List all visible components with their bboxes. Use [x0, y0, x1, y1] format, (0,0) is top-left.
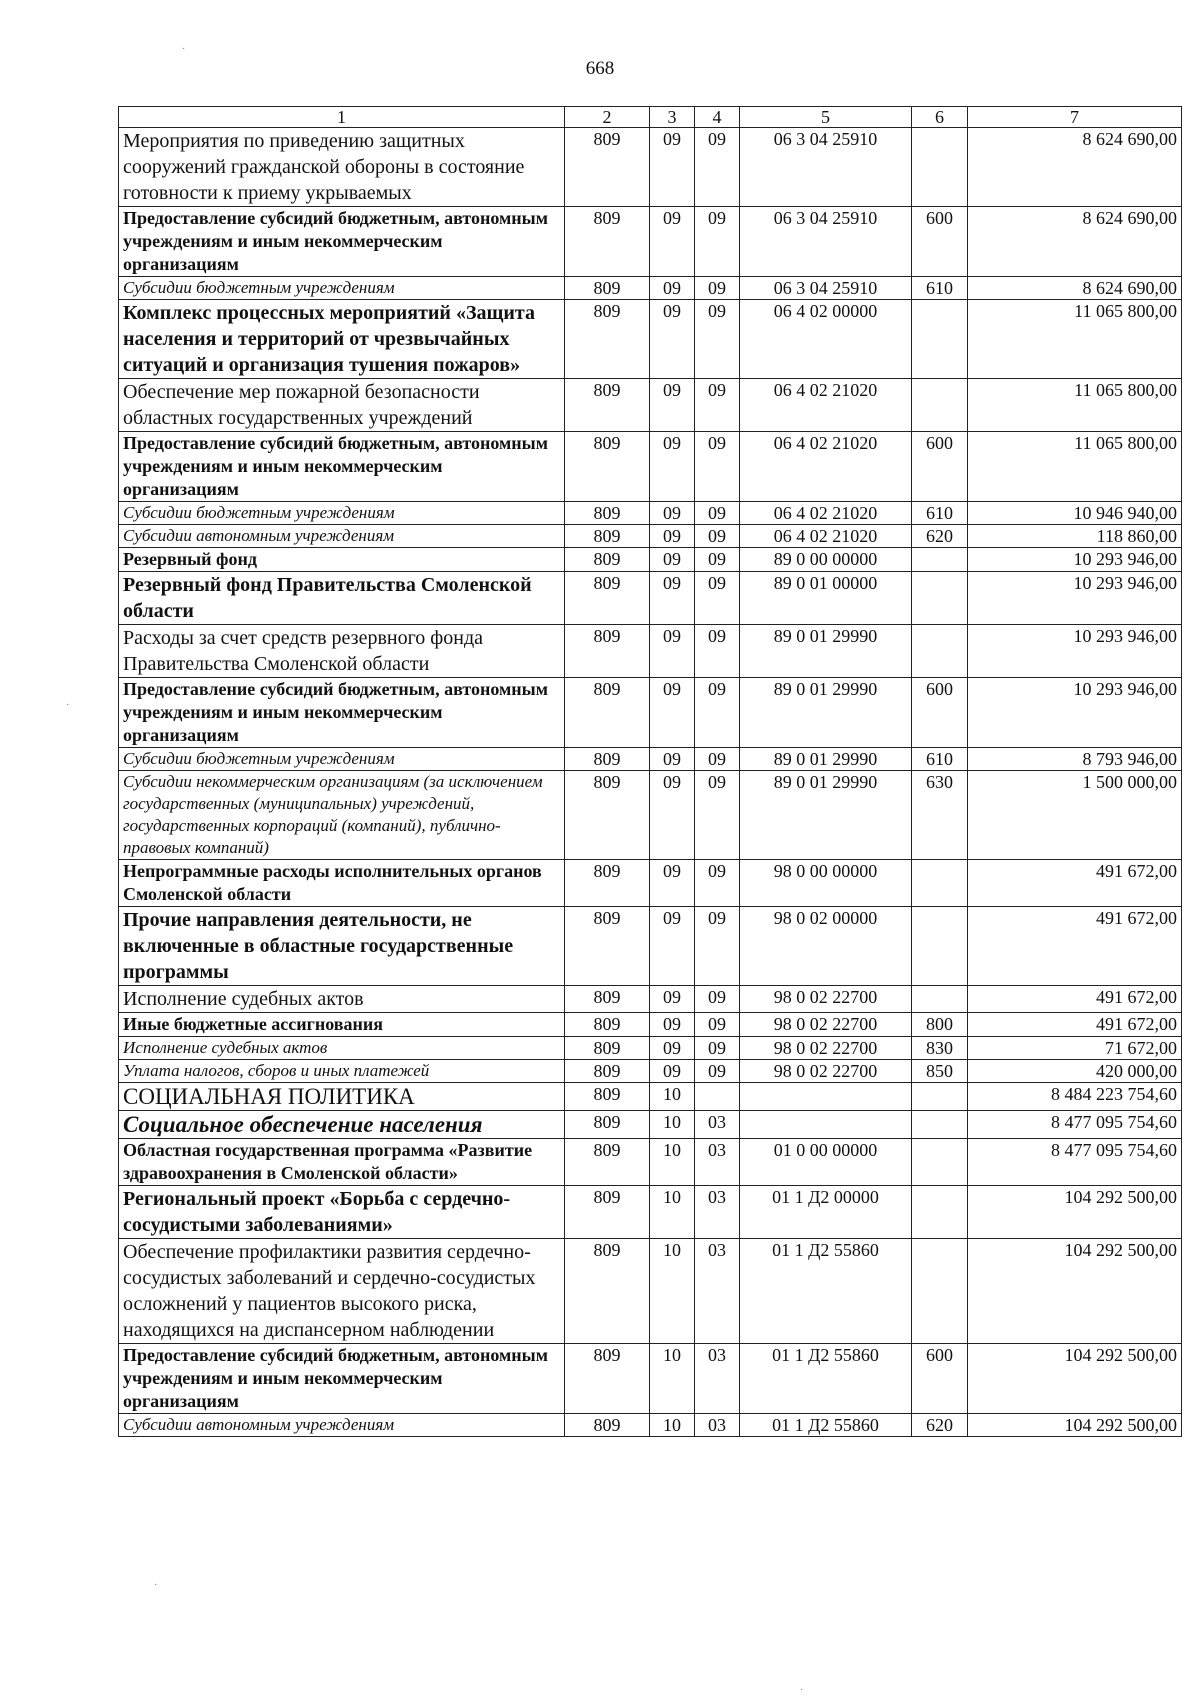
amount-cell: 11 065 800,00 [968, 379, 1182, 432]
target-article-cell: 98 0 00 00000 [740, 860, 912, 907]
expense-type-cell: 630 [912, 771, 968, 860]
expense-type-cell: 600 [912, 678, 968, 748]
expense-type-cell: 610 [912, 277, 968, 300]
table-row [119, 502, 1182, 525]
code-cell: 809 [565, 207, 650, 277]
section-cell: 09 [650, 748, 695, 771]
expense-type-cell: 610 [912, 748, 968, 771]
section-cell: 10 [650, 1186, 695, 1239]
section-cell: 09 [650, 277, 695, 300]
section-cell: 09 [650, 525, 695, 548]
section-cell: 09 [650, 379, 695, 432]
section-cell: 09 [650, 502, 695, 525]
amount-cell: 10 946 940,00 [968, 502, 1182, 525]
table-row [119, 277, 1182, 300]
target-article-cell: 01 1 Д2 55860 [740, 1414, 912, 1437]
target-article-cell: 89 0 01 29990 [740, 678, 912, 748]
name-cell: Предоставление субсидий бюджетным, автономным учреждениям и иным некоммерческим организациям [119, 207, 565, 277]
name-cell: Комплекс процессных мероприятий «Защита населения и территорий от чрезвычайных ситуаций и организация тушения пожаров» [119, 300, 565, 379]
name-cell: Резервный фонд Правительства Смоленской области [119, 572, 565, 625]
code-cell: 809 [565, 432, 650, 502]
header-cell: 6 [912, 107, 968, 128]
expense-type-cell [912, 572, 968, 625]
name-cell: Предоставление субсидий бюджетным, автономным учреждениям и иным некоммерческим организациям [119, 432, 565, 502]
name-cell: Региональный проект «Борьба с сердечно-сосудистыми заболеваниями» [119, 1186, 565, 1239]
table-body [119, 107, 1182, 1437]
code-cell: 809 [565, 860, 650, 907]
subsection-cell: 09 [695, 748, 740, 771]
target-article-cell: 06 4 02 21020 [740, 525, 912, 548]
subsection-cell: 09 [695, 1013, 740, 1037]
name-cell: Резервный фонд [119, 548, 565, 572]
amount-cell: 491 672,00 [968, 986, 1182, 1013]
expense-type-cell [912, 1083, 968, 1111]
amount-cell: 11 065 800,00 [968, 432, 1182, 502]
subsection-cell: 03 [695, 1414, 740, 1437]
scan-speck: · [154, 1580, 158, 1591]
table-row [119, 625, 1182, 678]
header-cell: 4 [695, 107, 740, 128]
expense-type-cell [912, 1111, 968, 1139]
amount-cell: 1 500 000,00 [968, 771, 1182, 860]
code-cell: 809 [565, 1239, 650, 1344]
name-cell: Непрограммные расходы исполнительных органов Смоленской области [119, 860, 565, 907]
target-article-cell: 98 0 02 22700 [740, 1060, 912, 1083]
name-cell: Мероприятия по приведению защитных сооружений гражданской обороны в состояние готовности к приему укрываемых [119, 128, 565, 207]
target-article-cell: 89 0 01 29990 [740, 748, 912, 771]
name-cell: Прочие направления деятельности, не включенные в областные государственные программы [119, 907, 565, 986]
section-cell: 09 [650, 860, 695, 907]
name-cell: Субсидии некоммерческим организациям (за исключением государственных (муниципальных) учреждений, государственных корпораций (компаний), публично-правовых компаний) [119, 771, 565, 860]
subsection-cell [695, 1083, 740, 1111]
subsection-cell: 09 [695, 548, 740, 572]
subsection-cell: 09 [695, 502, 740, 525]
section-cell: 09 [650, 771, 695, 860]
table-row [119, 1111, 1182, 1139]
amount-cell: 10 293 946,00 [968, 678, 1182, 748]
section-cell: 09 [650, 1060, 695, 1083]
header-cell: 1 [119, 107, 565, 128]
table-row [119, 860, 1182, 907]
code-cell: 809 [565, 678, 650, 748]
table-row [119, 207, 1182, 277]
subsection-cell: 09 [695, 986, 740, 1013]
target-article-cell: 98 0 02 00000 [740, 907, 912, 986]
name-cell: Расходы за счет средств резервного фонда Правительства Смоленской области [119, 625, 565, 678]
section-cell: 09 [650, 432, 695, 502]
subsection-cell: 03 [695, 1239, 740, 1344]
subsection-cell: 03 [695, 1344, 740, 1414]
code-cell: 809 [565, 907, 650, 986]
table-row [119, 748, 1182, 771]
amount-cell: 8 484 223 754,60 [968, 1083, 1182, 1111]
amount-cell: 104 292 500,00 [968, 1239, 1182, 1344]
expense-type-cell [912, 625, 968, 678]
subsection-cell: 09 [695, 128, 740, 207]
table-row [119, 907, 1182, 986]
section-cell: 10 [650, 1111, 695, 1139]
target-article-cell: 06 4 02 21020 [740, 502, 912, 525]
table-row [119, 525, 1182, 548]
name-cell: Субсидии бюджетным учреждениям [119, 502, 565, 525]
code-cell: 809 [565, 1186, 650, 1239]
section-cell: 09 [650, 1013, 695, 1037]
code-cell: 809 [565, 771, 650, 860]
amount-cell: 491 672,00 [968, 860, 1182, 907]
expense-type-cell [912, 907, 968, 986]
subsection-cell: 09 [695, 678, 740, 748]
section-cell: 09 [650, 300, 695, 379]
subsection-cell: 09 [695, 525, 740, 548]
target-article-cell: 98 0 02 22700 [740, 986, 912, 1013]
code-cell: 809 [565, 1037, 650, 1060]
header-cell: 3 [650, 107, 695, 128]
code-cell: 809 [565, 1013, 650, 1037]
section-cell: 09 [650, 986, 695, 1013]
amount-cell: 10 293 946,00 [968, 548, 1182, 572]
table-row [119, 1013, 1182, 1037]
table-row [119, 300, 1182, 379]
subsection-cell: 09 [695, 572, 740, 625]
expense-type-cell: 610 [912, 502, 968, 525]
target-article-cell: 89 0 01 00000 [740, 572, 912, 625]
section-cell: 09 [650, 678, 695, 748]
name-cell: Уплата налогов, сборов и иных платежей [119, 1060, 565, 1083]
table-row [119, 128, 1182, 207]
subsection-cell: 09 [695, 907, 740, 986]
scan-speck: · [800, 1685, 804, 1696]
table-row [119, 678, 1182, 748]
header-cell: 7 [968, 107, 1182, 128]
table-row [119, 572, 1182, 625]
target-article-cell: 01 1 Д2 55860 [740, 1239, 912, 1344]
code-cell: 809 [565, 748, 650, 771]
name-cell: Обеспечение мер пожарной безопасности областных государственных учреждений [119, 379, 565, 432]
amount-cell: 10 293 946,00 [968, 572, 1182, 625]
scan-speck: · [66, 700, 70, 711]
expense-type-cell [912, 548, 968, 572]
amount-cell: 104 292 500,00 [968, 1414, 1182, 1437]
subsection-cell: 03 [695, 1186, 740, 1239]
amount-cell: 104 292 500,00 [968, 1186, 1182, 1239]
expense-type-cell [912, 300, 968, 379]
target-article-cell [740, 1111, 912, 1139]
code-cell: 809 [565, 300, 650, 379]
subsection-cell: 09 [695, 860, 740, 907]
name-cell: Социальное обеспечение населения [119, 1111, 565, 1139]
section-cell: 09 [650, 625, 695, 678]
subsection-cell: 09 [695, 1060, 740, 1083]
expense-type-cell [912, 986, 968, 1013]
target-article-cell: 01 0 00 00000 [740, 1139, 912, 1186]
table-row [119, 771, 1182, 860]
header-cell: 2 [565, 107, 650, 128]
target-article-cell: 01 1 Д2 55860 [740, 1344, 912, 1414]
amount-cell: 8 477 095 754,60 [968, 1111, 1182, 1139]
code-cell: 809 [565, 1344, 650, 1414]
target-article-cell: 06 4 02 21020 [740, 379, 912, 432]
code-cell: 809 [565, 1060, 650, 1083]
code-cell: 809 [565, 625, 650, 678]
section-cell: 10 [650, 1344, 695, 1414]
name-cell: Субсидии автономным учреждениям [119, 1414, 565, 1437]
code-cell: 809 [565, 1111, 650, 1139]
table-row [119, 1139, 1182, 1186]
section-cell: 10 [650, 1239, 695, 1344]
expense-type-cell: 850 [912, 1060, 968, 1083]
target-article-cell: 06 4 02 21020 [740, 432, 912, 502]
target-article-cell: 89 0 00 00000 [740, 548, 912, 572]
page-number: 668 [585, 58, 615, 79]
expense-type-cell: 800 [912, 1013, 968, 1037]
amount-cell: 118 860,00 [968, 525, 1182, 548]
section-cell: 10 [650, 1083, 695, 1111]
expense-type-cell [912, 860, 968, 907]
target-article-cell: 89 0 01 29990 [740, 625, 912, 678]
code-cell: 809 [565, 572, 650, 625]
subsection-cell: 09 [695, 379, 740, 432]
name-cell: Исполнение судебных актов [119, 986, 565, 1013]
header-cell: 5 [740, 107, 912, 128]
code-cell: 809 [565, 548, 650, 572]
amount-cell: 8 624 690,00 [968, 277, 1182, 300]
subsection-cell: 03 [695, 1139, 740, 1186]
expense-type-cell: 620 [912, 1414, 968, 1437]
code-cell: 809 [565, 128, 650, 207]
expense-type-cell [912, 1186, 968, 1239]
target-article-cell: 06 3 04 25910 [740, 128, 912, 207]
subsection-cell: 03 [695, 1111, 740, 1139]
name-cell: Исполнение судебных актов [119, 1037, 565, 1060]
table-row [119, 548, 1182, 572]
subsection-cell: 09 [695, 625, 740, 678]
code-cell: 809 [565, 525, 650, 548]
name-cell: Обеспечение профилактики развития сердечно-сосудистых заболеваний и сердечно-сосудистых осложнений у пациентов высокого риска, находящихся на диспансерном наблюдении [119, 1239, 565, 1344]
amount-cell: 420 000,00 [968, 1060, 1182, 1083]
name-cell: СОЦИАЛЬНАЯ ПОЛИТИКА [119, 1083, 565, 1111]
amount-cell: 10 293 946,00 [968, 625, 1182, 678]
section-cell: 10 [650, 1414, 695, 1437]
expense-type-cell: 830 [912, 1037, 968, 1060]
amount-cell: 8 477 095 754,60 [968, 1139, 1182, 1186]
expense-type-cell: 620 [912, 525, 968, 548]
code-cell: 809 [565, 1083, 650, 1111]
code-cell: 809 [565, 502, 650, 525]
amount-cell: 11 065 800,00 [968, 300, 1182, 379]
target-article-cell [740, 1083, 912, 1111]
amount-cell: 104 292 500,00 [968, 1344, 1182, 1414]
amount-cell: 71 672,00 [968, 1037, 1182, 1060]
name-cell: Предоставление субсидий бюджетным, автономным учреждениям и иным некоммерческим организациям [119, 678, 565, 748]
table-row [119, 432, 1182, 502]
code-cell: 809 [565, 1139, 650, 1186]
subsection-cell: 09 [695, 771, 740, 860]
budget-table [118, 106, 1182, 1437]
expense-type-cell: 600 [912, 432, 968, 502]
target-article-cell: 89 0 01 29990 [740, 771, 912, 860]
code-cell: 809 [565, 379, 650, 432]
section-cell: 09 [650, 128, 695, 207]
code-cell: 809 [565, 986, 650, 1013]
name-cell: Субсидии бюджетным учреждениям [119, 277, 565, 300]
subsection-cell: 09 [695, 300, 740, 379]
expense-type-cell [912, 1239, 968, 1344]
expense-type-cell [912, 379, 968, 432]
target-article-cell: 98 0 02 22700 [740, 1013, 912, 1037]
expense-type-cell: 600 [912, 207, 968, 277]
subsection-cell: 09 [695, 277, 740, 300]
subsection-cell: 09 [695, 207, 740, 277]
subsection-cell: 09 [695, 432, 740, 502]
subsection-cell: 09 [695, 1037, 740, 1060]
amount-cell: 491 672,00 [968, 1013, 1182, 1037]
section-cell: 10 [650, 1139, 695, 1186]
amount-cell: 491 672,00 [968, 907, 1182, 986]
name-cell: Областная государственная программа «Развитие здравоохранения в Смоленской области» [119, 1139, 565, 1186]
name-cell: Предоставление субсидий бюджетным, автономным учреждениям и иным некоммерческим организациям [119, 1344, 565, 1414]
target-article-cell: 06 4 02 00000 [740, 300, 912, 379]
expense-type-cell [912, 128, 968, 207]
table-row [119, 1037, 1182, 1060]
amount-cell: 8 793 946,00 [968, 748, 1182, 771]
target-article-cell: 01 1 Д2 00000 [740, 1186, 912, 1239]
table-row [119, 1060, 1182, 1083]
expense-type-cell: 600 [912, 1344, 968, 1414]
table-row [119, 1186, 1182, 1239]
target-article-cell: 98 0 02 22700 [740, 1037, 912, 1060]
scan-speck: · [182, 44, 186, 55]
section-cell: 09 [650, 548, 695, 572]
section-cell: 09 [650, 207, 695, 277]
table-row [119, 1083, 1182, 1111]
target-article-cell: 06 3 04 25910 [740, 277, 912, 300]
section-cell: 09 [650, 572, 695, 625]
name-cell: Субсидии бюджетным учреждениям [119, 748, 565, 771]
amount-cell: 8 624 690,00 [968, 128, 1182, 207]
table-row [119, 379, 1182, 432]
target-article-cell: 06 3 04 25910 [740, 207, 912, 277]
table-row [119, 1344, 1182, 1414]
section-cell: 09 [650, 907, 695, 986]
table-row [119, 1414, 1182, 1437]
code-cell: 809 [565, 277, 650, 300]
header-row [119, 107, 1182, 128]
name-cell: Субсидии автономным учреждениям [119, 525, 565, 548]
code-cell: 809 [565, 1414, 650, 1437]
name-cell: Иные бюджетные ассигнования [119, 1013, 565, 1037]
expense-type-cell [912, 1139, 968, 1186]
table-row [119, 986, 1182, 1013]
amount-cell: 8 624 690,00 [968, 207, 1182, 277]
table-row [119, 1239, 1182, 1344]
section-cell: 09 [650, 1037, 695, 1060]
